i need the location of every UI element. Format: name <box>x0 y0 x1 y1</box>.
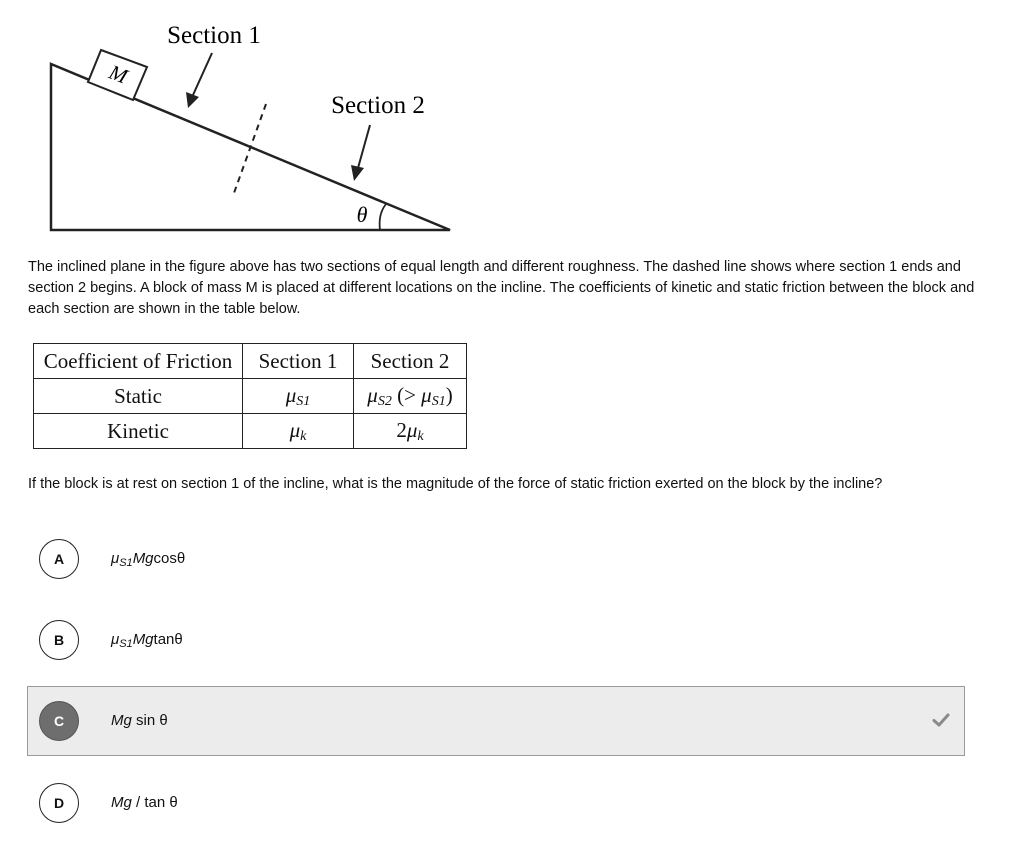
table-row-kinetic <box>34 414 467 449</box>
choice-letter: C <box>39 701 79 741</box>
choice-c[interactable] <box>27 686 965 756</box>
table-row-static <box>34 379 467 414</box>
mass-label: M <box>105 59 131 89</box>
section1-arrow <box>186 53 212 108</box>
choice-letter: B <box>39 620 79 660</box>
section2-label: Section 2 <box>331 92 425 119</box>
row-label: Static <box>34 379 243 414</box>
table-header-row <box>34 344 467 379</box>
cell-static-section2: $\mu_{S2}$ (> $\mu_{S1}$) <box>354 379 467 414</box>
angle-arc <box>380 204 386 230</box>
cell-static-section1: $\mu_{S1}$ <box>243 379 354 414</box>
choice-b[interactable] <box>27 605 965 675</box>
section-boundary-dashed-line <box>234 104 266 193</box>
checkmark-icon <box>932 711 950 729</box>
choice-text: $\mu_{S1}Mgcos\theta$ <box>111 550 186 569</box>
question-stem: The inclined plane in the figure above has two sections of equal length and different roughness. The dashed line shows where section 1 ends and section 2 begins. A block of mass M is placed at different locations on the incline. The coefficients of kinetic and static friction between the block and each section are shown in the table below. <box>28 259 975 317</box>
choice-text: Mg / tan θ <box>111 794 178 811</box>
cell-kinetic-section2: $2\mu_k$ <box>354 414 467 449</box>
row-label: Kinetic <box>34 414 243 449</box>
question-text: If the block is at rest on section 1 of the incline, what is the magnitude of the force of static friction exerted on the block by the incline? <box>28 476 883 492</box>
section1-label: Section 1 <box>167 22 261 49</box>
choice-d[interactable] <box>27 768 965 838</box>
choice-letter: D <box>39 783 79 823</box>
header-coefficient: Coefficient of Friction <box>34 344 243 379</box>
choice-letter: A <box>39 539 79 579</box>
header-section1: Section 1 <box>243 344 354 379</box>
header-section2: Section 2 <box>354 344 467 379</box>
choice-text: Mg sin θ <box>111 712 168 729</box>
choice-a[interactable] <box>27 524 965 594</box>
mass-block <box>88 50 147 100</box>
cell-kinetic-section1: $\mu_k$ <box>243 414 354 449</box>
angle-label: θ <box>356 202 368 227</box>
friction-table <box>33 343 467 449</box>
section2-arrow <box>351 125 370 181</box>
incline-figure <box>0 0 480 245</box>
choice-text: $\mu_{S1}Mgtan\theta$ <box>111 631 183 650</box>
